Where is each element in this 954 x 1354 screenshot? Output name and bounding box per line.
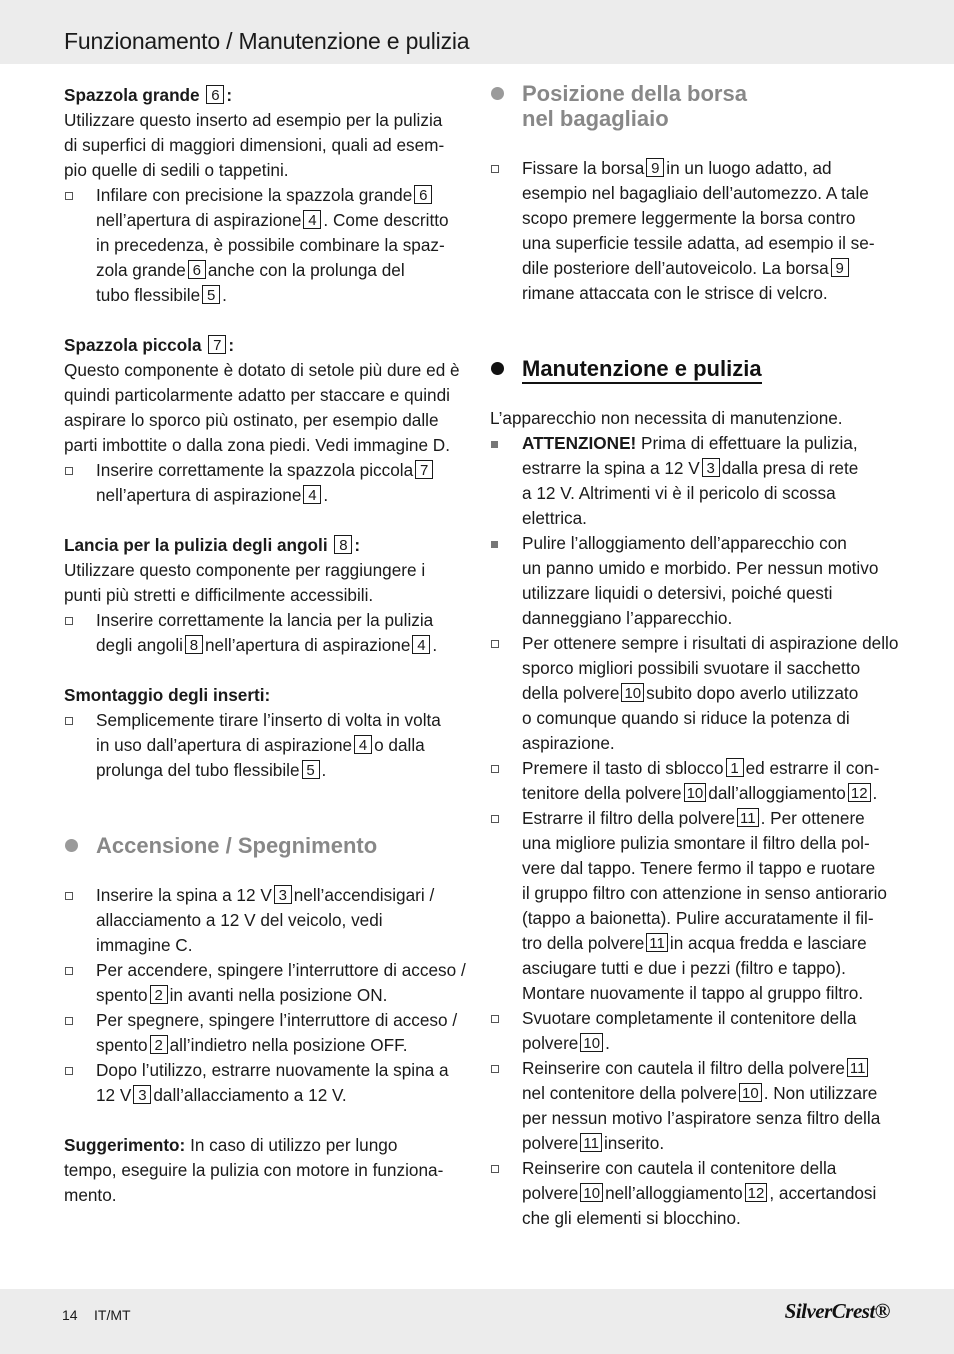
part-reference: 4 <box>412 635 430 654</box>
list-text: dalla presa di rete <box>721 458 859 478</box>
part-reference: 7 <box>208 335 226 354</box>
section-heading-spazzola-grande: Spazzola grande 6 : <box>64 85 233 105</box>
list-text: . Non utilizzare <box>763 1083 878 1103</box>
checkbox-bullet-icon <box>65 892 73 900</box>
list-text: nell’alloggiamento <box>605 1183 743 1203</box>
list-text: . <box>605 1033 610 1053</box>
part-reference: 9 <box>831 258 849 277</box>
paragraph-line: Questo componente è dotato di setole più dure ed è <box>64 360 460 380</box>
list-text: Per accendere, spingere l’interruttore di acceso / <box>96 960 466 980</box>
list-text: Montare nuovamente il tappo al gruppo filtro. <box>522 983 864 1003</box>
paragraph-line: parti imbottite o dalla zona piedi. Vedi immagine D. <box>64 435 450 455</box>
part-reference: 8 <box>185 635 203 654</box>
list-text: o dalla <box>374 735 425 755</box>
section-heading-spazzola-piccola: Spazzola piccola 7 : <box>64 335 235 355</box>
list-text: elettrica. <box>522 508 587 528</box>
list-item <box>490 806 890 1006</box>
list-text: utilizzare liquidi o detersivi, poiché questi <box>522 583 833 603</box>
list-text: esempio nel bagagliaio dell’automezzo. A tale <box>522 183 869 203</box>
section-heading-posizione-borsa <box>490 81 890 131</box>
list-text: Inserire correttamente la spazzola piccola <box>96 460 414 480</box>
list-item <box>64 183 464 308</box>
part-reference: 3 <box>133 1085 151 1104</box>
part-reference: 10 <box>684 783 707 802</box>
list-text: subito dopo averlo utilizzato <box>646 683 859 703</box>
bullet-dot-icon <box>65 839 78 852</box>
list-text: . <box>323 485 329 505</box>
checkbox-bullet-icon <box>491 640 499 648</box>
list-text: il gruppo filtro con attenzione in senso antiorario <box>522 883 887 903</box>
checkbox-bullet-icon <box>491 1015 499 1023</box>
list-text: un panno umido e morbido. Per nessun motivo <box>522 558 879 578</box>
page-title: Funzionamento / Manutenzione e pulizia <box>64 28 470 54</box>
section-heading-manutenzione <box>490 356 890 381</box>
list-text: polvere <box>522 1133 579 1153</box>
checkbox-bullet-icon <box>65 967 73 975</box>
checkbox-bullet-icon <box>65 717 73 725</box>
checkbox-bullet-icon <box>65 467 73 475</box>
list-text: prolunga del tubo flessibile <box>96 760 300 780</box>
list-item <box>64 958 464 1008</box>
list-text: a 12 V. Altrimenti vi è il pericolo di scossa <box>522 483 836 503</box>
list-text: degli angoli <box>96 635 183 655</box>
part-reference: 4 <box>303 210 321 229</box>
warning-item <box>490 431 890 531</box>
list-text: Per spegnere, spingere l’interruttore di acceso / <box>96 1010 458 1030</box>
section-title: Spazzola grande <box>64 85 200 105</box>
part-reference: 12 <box>745 1183 768 1202</box>
heading-text: nel bagagliaio <box>522 106 669 131</box>
part-reference: 10 <box>739 1083 762 1102</box>
section-heading-lancia: Lancia per la pulizia degli angoli 8 : <box>64 535 361 555</box>
list-text: dall’allacciamento a 12 V. <box>153 1085 347 1105</box>
list-text: aspirazione. <box>522 733 615 753</box>
part-reference: 10 <box>580 1183 603 1202</box>
list-text: . <box>432 635 438 655</box>
list-item <box>64 883 464 958</box>
list-item <box>490 1156 890 1231</box>
part-reference: 11 <box>847 1058 869 1077</box>
list-text: dall’alloggiamento <box>708 783 846 803</box>
checkbox-bullet-icon <box>65 1017 73 1025</box>
list-text: ed estrarre il con- <box>745 758 880 778</box>
bullet-dot-icon <box>491 87 504 100</box>
part-reference: 10 <box>580 1033 603 1052</box>
list-text: immagine C. <box>96 935 193 955</box>
section-heading-smontaggio: Smontaggio degli inserti: <box>64 685 271 705</box>
right-column <box>490 81 899 1231</box>
list-text: in un luogo adatto, ad <box>666 158 832 178</box>
list-item <box>490 156 890 306</box>
checkbox-bullet-icon <box>491 165 499 173</box>
list-text: Semplicemente tirare l’inserto di volta in volta <box>96 710 441 730</box>
list-text: rimane attaccata con le strisce di velcro. <box>522 283 828 303</box>
list-text: Reinserire con cautela il filtro della polvere <box>522 1058 845 1078</box>
paragraph-line: L’apparecchio non necessita di manutenzione. <box>490 408 843 428</box>
checkbox-bullet-icon <box>491 815 499 823</box>
page-footer <box>0 1289 954 1354</box>
section-heading-accensione <box>64 833 464 858</box>
left-column <box>64 83 464 1208</box>
part-reference: 8 <box>334 535 352 554</box>
part-reference: 1 <box>726 758 744 777</box>
list-text: per nessun motivo l’aspiratore senza filtro della <box>522 1108 881 1128</box>
list-text: Per ottenere sempre i risultati di aspirazione dello <box>522 633 899 653</box>
tip-text: In caso di utilizzo per lungo <box>190 1135 398 1155</box>
section-title: Spazzola piccola <box>64 335 202 355</box>
list-item <box>490 631 899 756</box>
list-text: una superficie tessile adatta, ad esempio il se- <box>522 233 875 253</box>
brand-logo: SilverCrest® <box>784 1299 890 1323</box>
part-reference: 5 <box>202 285 220 304</box>
filled-bullet-icon <box>491 441 498 448</box>
list-text: in uso dall’apertura di aspirazione <box>96 735 353 755</box>
list-text: Inserire correttamente la lancia per la pulizia <box>96 610 434 630</box>
list-text: danneggiano l’apparecchio. <box>522 608 733 628</box>
list-text: Estrarre il filtro della polvere <box>522 808 736 828</box>
bullet-dot-icon <box>491 362 504 375</box>
list-text: . <box>222 285 227 305</box>
section-title: Lancia per la pulizia degli angoli <box>64 535 328 555</box>
checkbox-bullet-icon <box>65 617 73 625</box>
list-text: spento <box>96 1035 148 1055</box>
list-item <box>64 1058 464 1108</box>
list-text: polvere <box>522 1033 579 1053</box>
checkbox-bullet-icon <box>65 192 73 200</box>
paragraph-line: pio quelle di sedili o tappetini. <box>64 160 289 180</box>
list-text: Fissare la borsa <box>522 158 645 178</box>
part-reference: 5 <box>302 760 320 779</box>
list-text: zola grande <box>96 260 186 280</box>
tip-note <box>64 1133 464 1208</box>
part-reference: 12 <box>848 783 871 802</box>
paragraph-line: Utilizzare questo inserto ad esempio per la pulizia <box>64 110 443 130</box>
list-text: dile posteriore dell’autoveicolo. La borsa <box>522 258 829 278</box>
checkbox-bullet-icon <box>491 1065 499 1073</box>
checkbox-bullet-icon <box>491 765 499 773</box>
list-text: polvere <box>522 1183 579 1203</box>
list-item <box>64 458 464 508</box>
language-code: IT/MT <box>94 1307 131 1323</box>
part-reference: 7 <box>415 460 433 479</box>
list-text: Premere il tasto di sblocco <box>522 758 724 778</box>
paragraph-line: quindi particolarmente adatto per staccare e quindi <box>64 385 450 405</box>
list-text: vere dal tappo. Tenere fermo il tappo e ruotare <box>522 858 876 878</box>
list-item <box>490 1006 890 1056</box>
list-text: Inserire la spina a 12 V <box>96 885 272 905</box>
heading-text: Posizione della borsa <box>522 81 747 106</box>
part-reference: 6 <box>206 85 224 104</box>
part-reference: 6 <box>414 185 432 204</box>
filled-bullet-icon <box>491 541 498 548</box>
page-number: 14 <box>62 1307 78 1323</box>
list-text: una migliore pulizia smontare il filtro della pol- <box>522 833 870 853</box>
part-reference: 6 <box>188 260 206 279</box>
part-reference: 2 <box>150 985 168 1004</box>
tip-label: Suggerimento: <box>64 1135 186 1155</box>
list-text: 12 V <box>96 1085 132 1105</box>
tip-text: mento. <box>64 1185 117 1205</box>
list-text: Reinserire con cautela il contenitore della <box>522 1158 837 1178</box>
part-reference: 2 <box>150 1035 168 1054</box>
list-text: . <box>321 760 327 780</box>
part-reference: 3 <box>702 458 720 477</box>
list-text: tubo flessibile <box>96 285 201 305</box>
list-text: Pulire l’alloggiamento dell’apparecchio con <box>522 533 847 553</box>
part-reference: 11 <box>737 808 759 827</box>
list-text: tro della polvere <box>522 933 645 953</box>
tip-text: tempo, eseguire la pulizia con motore in funziona- <box>64 1160 444 1180</box>
paragraph-line: Utilizzare questo componente per raggiungere i <box>64 560 426 580</box>
list-text: Svuotare completamente il contenitore della <box>522 1008 857 1028</box>
paragraph-line: punti più stretti e difficilmente accessibili. <box>64 585 374 605</box>
checkbox-bullet-icon <box>491 1165 499 1173</box>
list-text: . Per ottenere <box>760 808 865 828</box>
list-item <box>490 1056 890 1156</box>
list-text: tenitore della polvere <box>522 783 682 803</box>
page-header <box>0 0 954 64</box>
list-text: in avanti nella posizione ON. <box>169 985 388 1005</box>
list-text: in acqua fredda e lasciare <box>669 933 867 953</box>
part-reference: 10 <box>621 683 644 702</box>
list-text: , accertandosi <box>769 1183 877 1203</box>
list-text: che gli elementi si blocchino. <box>522 1208 741 1228</box>
list-item <box>64 708 464 783</box>
list-text: Infilare con precisione la spazzola grande <box>96 185 413 205</box>
list-text: inserito. <box>603 1133 665 1153</box>
list-text: in precedenza, è possibile combinare la spaz- <box>96 235 445 255</box>
list-text: (tappo a baionetta). Pulire accuratamente il fil- <box>522 908 874 928</box>
list-text: . <box>872 783 878 803</box>
list-text: estrarre la spina a 12 V <box>522 458 700 478</box>
heading-text: Manutenzione e pulizia <box>522 356 762 384</box>
list-text: nell’accendisigari / <box>293 885 435 905</box>
list-text: della polvere <box>522 683 620 703</box>
warning-label: ATTENZIONE! <box>522 433 637 453</box>
heading-text: Accensione / Spegnimento <box>96 833 378 858</box>
checkbox-bullet-icon <box>65 1067 73 1075</box>
paragraph-line: di superfici di maggiori dimensioni, quali ad esem- <box>64 135 445 155</box>
part-reference: 9 <box>646 158 664 177</box>
part-reference: 3 <box>274 885 292 904</box>
list-item <box>64 608 464 658</box>
list-text: nel contenitore della polvere <box>522 1083 737 1103</box>
list-text: all’indietro nella posizione OFF. <box>169 1035 408 1055</box>
list-text: nell’apertura di aspirazione <box>96 210 302 230</box>
list-text: Prima di effettuare la pulizia, <box>641 433 858 453</box>
list-text: o comunque quando si riduce la potenza di <box>522 708 850 728</box>
warning-item <box>490 531 890 631</box>
list-text: sporco migliori possibili svuotare il sacchetto <box>522 658 861 678</box>
list-text: nell’apertura di aspirazione <box>204 635 411 655</box>
list-text: . Come descritto <box>323 210 449 230</box>
paragraph-line: aspirare lo sporco più ostinato, per esempio dalle <box>64 410 439 430</box>
part-reference: 11 <box>580 1133 602 1152</box>
list-text: anche con la prolunga del <box>207 260 405 280</box>
list-text: spento <box>96 985 148 1005</box>
part-reference: 4 <box>354 735 372 754</box>
list-item <box>64 1008 464 1058</box>
list-text: scopo premere leggermente la borsa contro <box>522 208 856 228</box>
list-item <box>490 756 890 806</box>
list-text: nell’apertura di aspirazione <box>96 485 302 505</box>
list-text: Dopo l’utilizzo, estrarre nuovamente la spina a <box>96 1060 449 1080</box>
list-text: asciugare tutti e due i pezzi (filtro e tappo). <box>522 958 846 978</box>
part-reference: 11 <box>646 933 668 952</box>
list-text: allacciamento a 12 V del veicolo, vedi <box>96 910 383 930</box>
part-reference: 4 <box>303 485 321 504</box>
